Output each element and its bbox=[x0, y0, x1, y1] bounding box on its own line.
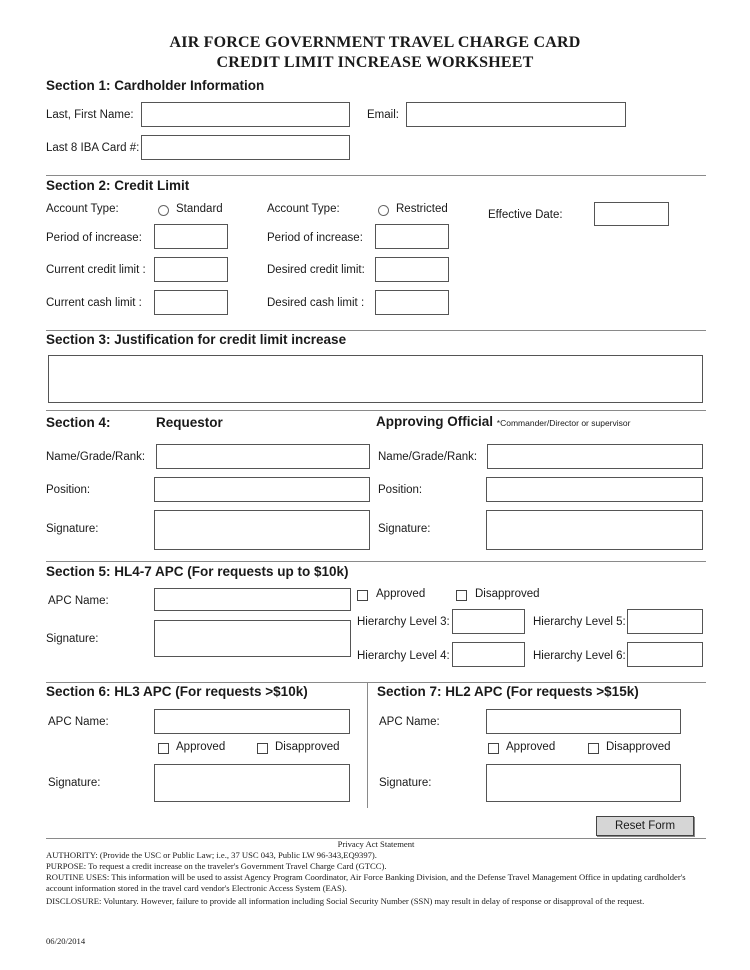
email-label: Email: bbox=[367, 109, 399, 121]
desired-cash-label: Desired cash limit : bbox=[267, 297, 365, 309]
section3-heading: Section 3: Justification for credit limit increase bbox=[46, 332, 347, 347]
section1-heading: Section 1: Cardholder Information bbox=[46, 78, 265, 93]
desired-period-label: Period of increase: bbox=[267, 232, 363, 244]
hl47-signature-label: Signature: bbox=[46, 633, 99, 645]
account-type-label: Account Type: bbox=[46, 203, 119, 215]
hl47-signature-field[interactable] bbox=[154, 620, 351, 657]
hl2-apc-name-field[interactable] bbox=[486, 709, 681, 734]
section7-heading: Section 7: HL2 APC (For requests >$15k) bbox=[377, 684, 639, 699]
hl3-approved-checkbox[interactable] bbox=[158, 743, 169, 754]
hl3-disapproved-label: Disapproved bbox=[275, 741, 340, 753]
section-divider bbox=[46, 561, 706, 562]
hl47-apc-name-field[interactable] bbox=[154, 588, 351, 611]
card-number-label: Last 8 IBA Card #: bbox=[46, 142, 140, 154]
hl3-apc-name-field[interactable] bbox=[154, 709, 350, 734]
privacy-purpose: PURPOSE: To request a credit increase on the traveler's Government Travel Charge Card (GTCC). bbox=[46, 861, 387, 871]
hl3-label: Hierarchy Level 3: bbox=[357, 616, 450, 628]
standard-option-label: Standard bbox=[176, 203, 223, 215]
requestor-name-label: Name/Grade/Rank: bbox=[46, 451, 146, 463]
privacy-authority: AUTHORITY: (Provide the USC or Public Law; i.e., 37 USC 043, Public LW 96-343,EQ9397). bbox=[46, 850, 377, 860]
section-divider bbox=[46, 175, 706, 176]
card-number-field[interactable] bbox=[141, 135, 350, 160]
hl6-label: Hierarchy Level 6: bbox=[533, 650, 626, 662]
section6-heading: Section 6: HL3 APC (For requests >$10k) bbox=[46, 684, 308, 699]
hl3-apc-name-label: APC Name: bbox=[48, 716, 109, 728]
effective-date-label: Effective Date: bbox=[488, 209, 563, 221]
form-date: 06/20/2014 bbox=[46, 936, 86, 946]
justification-field[interactable] bbox=[48, 355, 703, 403]
requestor-name-field[interactable] bbox=[156, 444, 370, 469]
hl2-disapproved-label: Disapproved bbox=[606, 741, 671, 753]
hl2-signature-label: Signature: bbox=[379, 777, 432, 789]
current-credit-label: Current credit limit : bbox=[46, 264, 146, 276]
requestor-position-field[interactable] bbox=[154, 477, 370, 502]
restricted-option-label: Restricted bbox=[396, 203, 448, 215]
privacy-routine-uses: ROUTINE USES: This information will be used to assist Agency Program Coordinator, Air Force Banking Division, and the Defense Travel Management Office in updating cardholder's account information stored in the travel card vendor's Electronic Access System (EAS). bbox=[46, 872, 686, 893]
hl3-signature-label: Signature: bbox=[48, 777, 101, 789]
desired-credit-label: Desired credit limit: bbox=[267, 264, 365, 276]
current-cash-label: Current cash limit : bbox=[46, 297, 142, 309]
reset-form-button[interactable]: Reset Form bbox=[596, 816, 694, 836]
hl4-label: Hierarchy Level 4: bbox=[357, 650, 450, 662]
hl2-disapproved-checkbox[interactable] bbox=[588, 743, 599, 754]
hl3-signature-field[interactable] bbox=[154, 764, 350, 802]
form-title-line1: AIR FORCE GOVERNMENT TRAVEL CHARGE CARD bbox=[169, 34, 581, 51]
approver-signature-field[interactable] bbox=[486, 510, 703, 550]
email-field[interactable] bbox=[406, 102, 626, 127]
approver-name-label: Name/Grade/Rank: bbox=[378, 451, 478, 463]
approver-position-label: Position: bbox=[378, 484, 423, 496]
current-credit-field[interactable] bbox=[154, 257, 228, 282]
hl5-label: Hierarchy Level 5: bbox=[533, 616, 626, 628]
hl47-apc-name-label: APC Name: bbox=[48, 595, 109, 607]
current-cash-field[interactable] bbox=[154, 290, 228, 315]
approver-position-field[interactable] bbox=[486, 477, 703, 502]
privacy-disclosure: DISCLOSURE: Voluntary. However, failure to provide all information including Social Security Number (SSN) may result in delay of response or disapproval of the request. bbox=[46, 896, 645, 906]
hl47-disapproved-label: Disapproved bbox=[475, 588, 540, 600]
current-period-field[interactable] bbox=[154, 224, 228, 249]
section-divider bbox=[46, 410, 706, 411]
hl4-field[interactable] bbox=[452, 642, 525, 667]
desired-credit-field[interactable] bbox=[375, 257, 449, 282]
section-divider bbox=[46, 682, 706, 683]
hl3-approved-label: Approved bbox=[176, 741, 226, 753]
approver-note: *Commander/Director or supervisor bbox=[496, 418, 631, 428]
hl3-field[interactable] bbox=[452, 609, 525, 634]
name-label: Last, First Name: bbox=[46, 109, 134, 121]
requestor-position-label: Position: bbox=[46, 484, 91, 496]
hl47-approved-label: Approved bbox=[376, 588, 426, 600]
section4-heading: Section 4: bbox=[46, 415, 111, 430]
cardholder-name-field[interactable] bbox=[141, 102, 350, 127]
section2-heading: Section 2: Credit Limit bbox=[46, 178, 190, 193]
privacy-heading: Privacy Act Statement bbox=[337, 839, 415, 849]
hl47-disapproved-checkbox[interactable] bbox=[456, 590, 467, 601]
approver-name-field[interactable] bbox=[487, 444, 703, 469]
requestor-signature-field[interactable] bbox=[154, 510, 370, 550]
approver-heading bbox=[376, 414, 630, 429]
restricted-radio[interactable] bbox=[378, 205, 389, 216]
effective-date-field[interactable] bbox=[594, 202, 669, 226]
desired-cash-field[interactable] bbox=[375, 290, 449, 315]
period-label: Period of increase: bbox=[46, 232, 142, 244]
hl2-approved-checkbox[interactable] bbox=[488, 743, 499, 754]
account-type-label-2: Account Type: bbox=[267, 203, 340, 215]
requestor-heading: Requestor bbox=[156, 415, 223, 430]
form-title-line2: CREDIT LIMIT INCREASE WORKSHEET bbox=[216, 54, 534, 71]
hl2-signature-field[interactable] bbox=[486, 764, 681, 802]
hl5-field[interactable] bbox=[627, 609, 703, 634]
column-divider bbox=[367, 683, 368, 808]
hl2-apc-name-label: APC Name: bbox=[379, 716, 440, 728]
hl47-approved-checkbox[interactable] bbox=[357, 590, 368, 601]
requestor-signature-label: Signature: bbox=[46, 523, 99, 535]
hl3-disapproved-checkbox[interactable] bbox=[257, 743, 268, 754]
standard-radio[interactable] bbox=[158, 205, 169, 216]
desired-period-field[interactable] bbox=[375, 224, 449, 249]
approver-heading-text: Approving Official bbox=[376, 414, 494, 429]
section-divider bbox=[46, 330, 706, 331]
section5-heading: Section 5: HL4-7 APC (For requests up to $10k) bbox=[46, 564, 349, 579]
hl2-approved-label: Approved bbox=[506, 741, 556, 753]
hl6-field[interactable] bbox=[627, 642, 703, 667]
approver-signature-label: Signature: bbox=[378, 523, 431, 535]
